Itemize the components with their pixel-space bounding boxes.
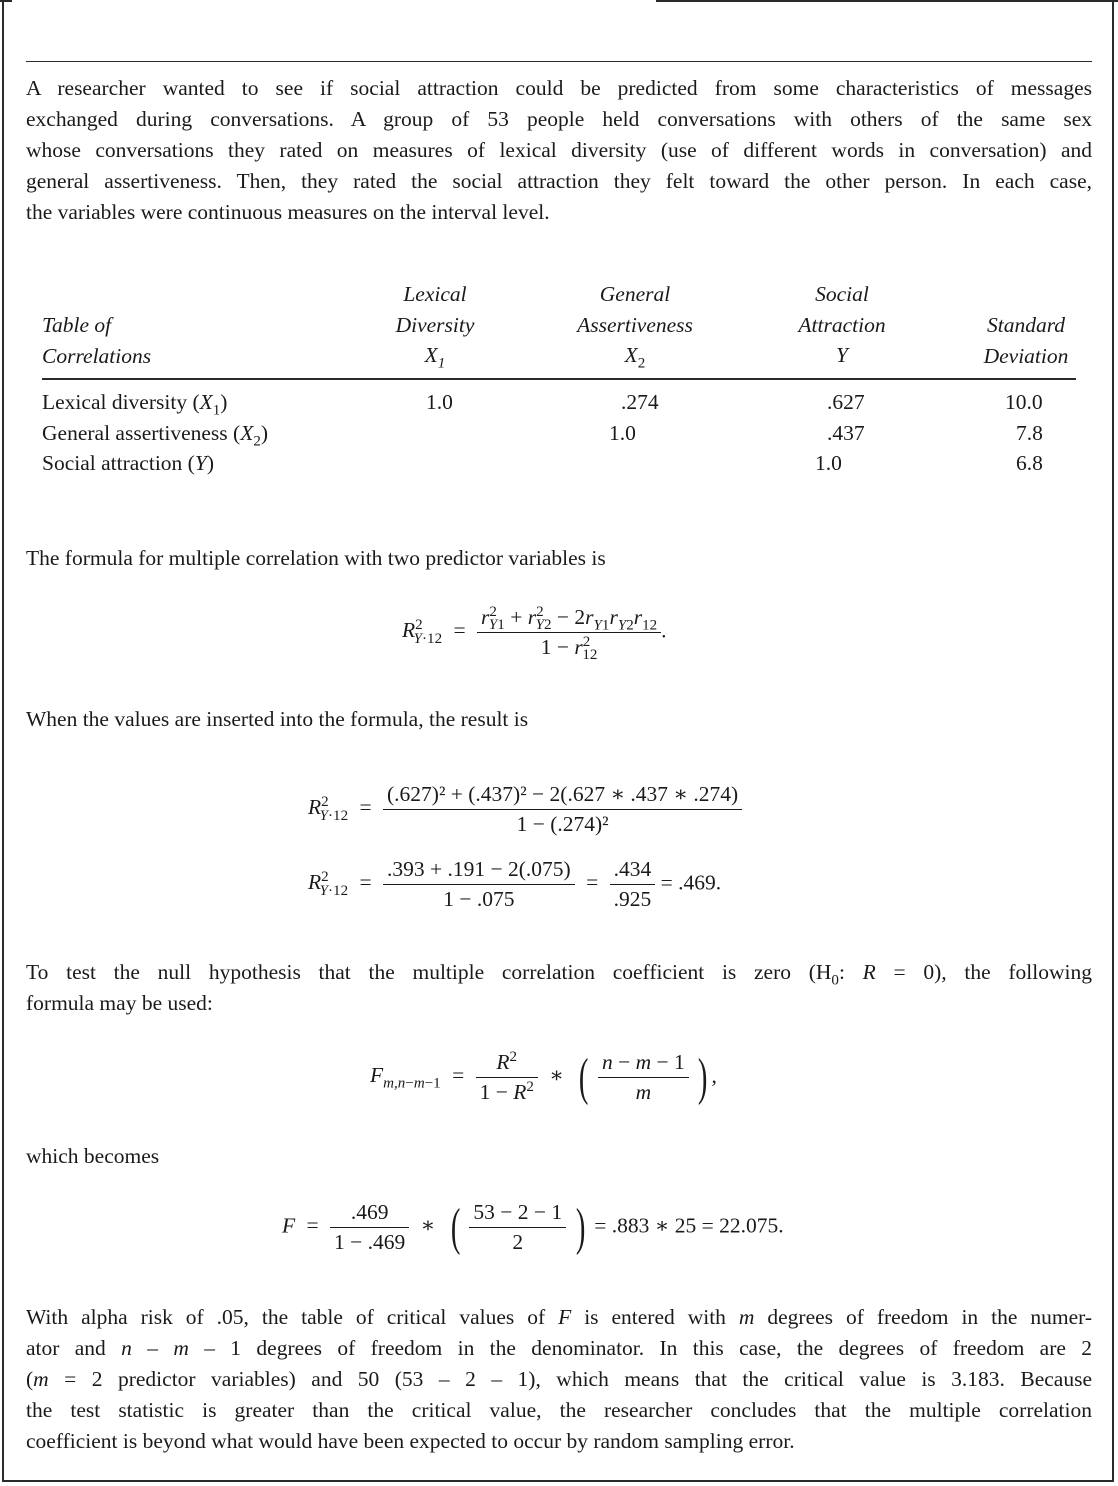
cell-sd: 7.8 (1016, 421, 1043, 445)
intro-paragraph (26, 73, 1092, 228)
calc2-numerator: .393 + .191 − 2(.075) (383, 857, 575, 885)
conclusion-line: the test statistic is greater than the critical value, the researcher concludes that the multiple correlation (26, 1398, 1092, 1422)
calc2-mid-denominator: .925 (613, 887, 652, 911)
conclusion-line: (m = 2 predictor variables) and 50 (53 – 2 – 1), which means that the critical value is 3.183. Because (26, 1367, 1092, 1391)
which-becomes (26, 1141, 1092, 1172)
cell-x2: .274 (621, 390, 659, 414)
intro-line: exchanged during conversations. A group of 53 people held conversations with others of the same sex (26, 107, 1092, 131)
header-text: Correlations (42, 343, 152, 368)
cell-y: .437 (827, 421, 865, 445)
f-result: = .883 ∗ 25 = 22.075. (594, 1213, 784, 1238)
header-variable-x1: $X_1$ (424, 343, 446, 372)
f-inner-denominator: 2 (512, 1230, 524, 1254)
header-variable-y: Y (836, 343, 848, 367)
f-computed-inner-fraction (469, 1200, 566, 1255)
right-paren: ) (698, 1048, 708, 1106)
header-text: General (599, 282, 671, 306)
header-text: Social (815, 282, 869, 306)
calculation-step-2: $R^2_{Y\cdot 12}$ = $\frac{.393 + .191 - 2(.075)}{1 - .075}$ = $\frac{.434}{.925}$ = .469. (308, 857, 722, 911)
formula-intro-text: The formula for multiple correlation with two predictor variables is (26, 546, 606, 570)
table-header-sd (970, 310, 1082, 371)
f-test-formula: $F_{m,n-m-1}$ = $\frac{R^2}{1 - R^2}$ ∗ ( $\frac{n - m - 1}{m}$ ) , (370, 1048, 717, 1106)
cell-x2: 1.0 (609, 421, 636, 445)
header-text: Lexical (403, 282, 467, 306)
conclusion-paragraph (26, 1302, 1092, 1457)
intro-line: whose conversations they rated on measures of lexical diversity (use of different words in conversation) and (26, 138, 1092, 162)
calculation-step-1: $R^2_{Y\cdot 12}$ = $\frac{\text{(.627)² + (.437)² − 2(.627 ∗ .437 ∗ .274)}}{\text{1 − (.274)²}}$ (308, 782, 742, 837)
header-text: Standard (986, 313, 1066, 337)
formula-fraction: $\frac{r^2_{Y1} + r^2_{Y2} - 2r_{Y1}r_{Y2}r_{12}}{1 - r^2_{12}}$ (477, 605, 661, 660)
row-label-lexical: Lexical diversity $(X_1)$ (42, 390, 228, 419)
header-text: Diversity (395, 312, 475, 337)
cell-x1: 1.0 (426, 390, 453, 414)
intro-line: the variables were continuous measures on the interval level. (26, 200, 550, 224)
null-line: formula may be used: (26, 991, 213, 1015)
intro-line: A researcher wanted to see if social attraction could be predicted from some characteristics of messages (26, 76, 1092, 100)
conclusion-line: coefficient is beyond what would have been expected to occur by random sampling error. (26, 1429, 795, 1453)
header-text: Attraction (798, 312, 886, 337)
table-header-label (42, 310, 151, 371)
row-label-assertive: General assertiveness $(X_2)$ (42, 421, 269, 450)
inserted-intro-text: When the values are inserted into the formula, the result is (26, 707, 529, 731)
cell-sd: 10.0 (1005, 390, 1043, 414)
intro-line: general assertiveness. Then, they rated the social attraction they felt toward the other person. In each case, (26, 169, 1092, 193)
f-numerator: .469 (330, 1200, 409, 1228)
cell-y: .627 (827, 390, 865, 414)
f-computation: F = $\frac{.469}{1 - .469}$ ∗ ( $\frac{53 - 2 - 1}{2}$ ) = .883 ∗ 25 = 22.075. (282, 1198, 784, 1256)
inserted-intro (26, 704, 1092, 735)
null-line: To test the null hypothesis that the multiple correlation coefficient is zero ($H_0$: R = 0), the following (26, 960, 1092, 989)
calc2-mid-numerator: .434 (610, 857, 656, 885)
right-paren: ) (575, 1198, 585, 1256)
table-header-social (777, 279, 907, 371)
calc1-denominator: 1 − (.274)² (516, 812, 609, 836)
table-header-assertive (555, 279, 715, 371)
formula-intro (26, 543, 1092, 574)
conclusion-line: With alpha risk of .05, the table of critical values of F is entered with m degrees of freedom in the numer- (26, 1305, 1092, 1329)
left-paren: ( (579, 1048, 589, 1106)
f-fraction: $\frac{R^2}{1 - R^2}$ (476, 1050, 538, 1105)
null-hypothesis-paragraph (26, 957, 1092, 1019)
header-variable-x2: $X_2$ (624, 343, 646, 372)
header-text: Table of (42, 313, 112, 337)
calculation-fraction (610, 857, 656, 912)
header-text: Deviation (983, 343, 1069, 368)
calc2-denominator: 1 − .075 (443, 887, 515, 911)
conclusion-line: ator and n – m – 1 degrees of freedom in the denominator. In this case, the degrees of freedom are 2 (26, 1336, 1093, 1360)
f-denominator: 1 − .469 (334, 1230, 406, 1254)
multiple-correlation-formula: $R^2_{Y\cdot 12}$ = $\frac{r^2_{Y1} + r^2_{Y2} - 2r_{Y1}r_{Y2}r_{12}}{1 - r^2_{12}}$ . (402, 603, 667, 664)
calc2-result: = .469. (660, 870, 722, 895)
row-label-social: Social attraction (Y) (42, 451, 214, 475)
f-computed-fraction (330, 1200, 409, 1255)
cell-sd: 6.8 (1016, 451, 1043, 475)
top-rule (26, 61, 1092, 62)
calc1-numerator: (.627)² + (.437)² − 2(.627 ∗ .437 ∗ .274) (383, 782, 742, 810)
cell-y: 1.0 (815, 451, 842, 475)
f-inner-fraction: $\frac{n - m - 1}{m}$ (598, 1050, 689, 1105)
table-header-rule (42, 378, 1076, 380)
header-text: Assertiveness (577, 312, 693, 337)
calculation-fraction (383, 782, 742, 837)
left-paren: ( (450, 1198, 461, 1256)
f-inner-numerator: 53 − 2 − 1 (469, 1200, 566, 1228)
calculation-fraction (383, 857, 575, 912)
which-becomes-text: which becomes (26, 1144, 160, 1168)
table-header-lexical (375, 279, 495, 371)
